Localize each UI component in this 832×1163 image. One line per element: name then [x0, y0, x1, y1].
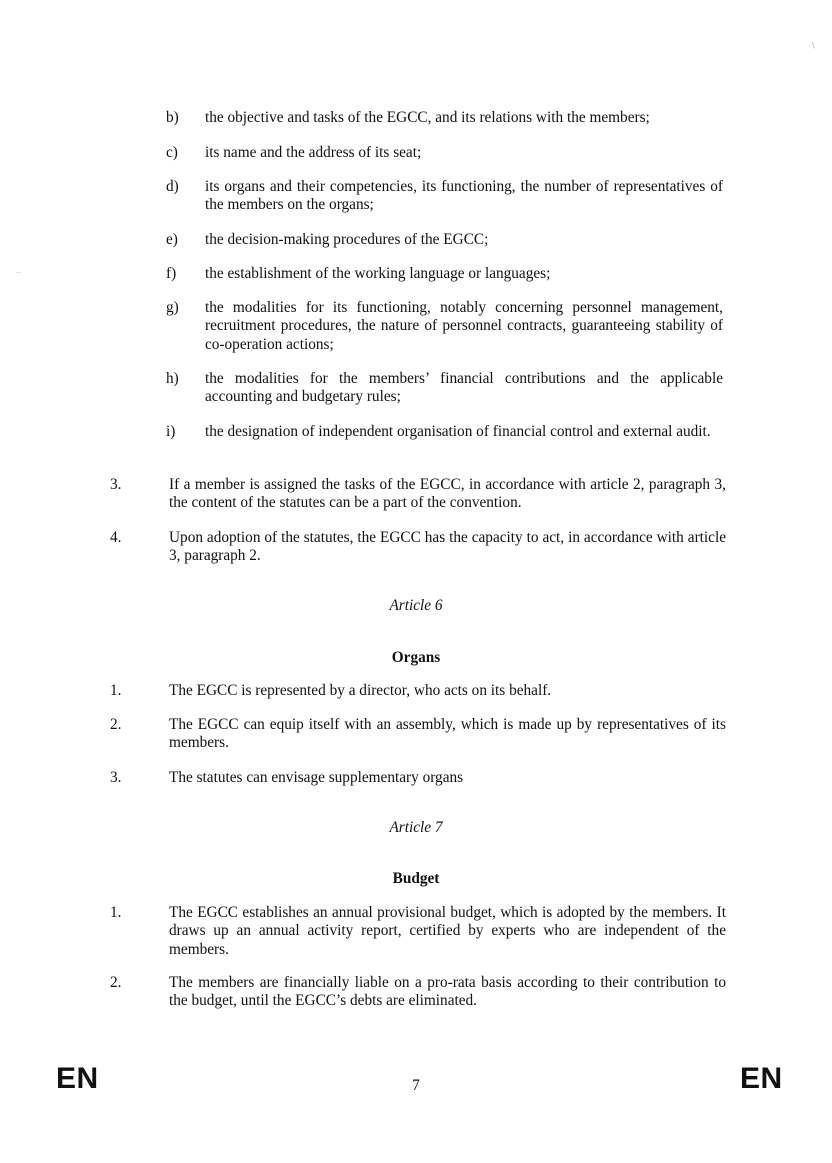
list-item-text: the objective and tasks of the EGCC, and its relations with the members; — [205, 109, 650, 126]
footer-language-left: EN — [56, 1062, 99, 1095]
paragraph-number: 1. — [110, 682, 122, 699]
list-item-text: the designation of independent organisation of financial control and external audit. — [205, 423, 711, 440]
article-6-heading: Organs — [391, 649, 441, 666]
list-item-text: the decision-making procedures of the EGCC; — [205, 231, 489, 248]
paragraph-number: 2. — [110, 716, 122, 733]
footer-language-right: EN — [740, 1062, 783, 1095]
paragraph-text: Upon adoption of the statutes, the EGCC has the capacity to act, in accordance with article 3, paragraph 2. — [169, 529, 726, 565]
list-item-text: its organs and their competencies, its functioning, the number of representatives of the members on the organs; — [205, 178, 723, 214]
list-item-label: f) — [166, 265, 177, 282]
article-7-label: Article 7 — [389, 819, 443, 836]
scan-artifact-mark: ··· — [16, 270, 22, 277]
paragraph-number: 3. — [110, 476, 122, 493]
page-number: 7 — [412, 1077, 420, 1094]
paragraph-text: The members are financially liable on a pro-rata basis according to their contribution to the budget, until the EGCC’s debts are eliminated. — [169, 974, 726, 1010]
paragraph-text: The EGCC establishes an annual provisional budget, which is adopted by the members. It draws up an annual activity report, certified by experts who are independent of the members. — [169, 904, 726, 958]
paragraph-number: 2. — [110, 974, 122, 991]
list-item-text: its name and the address of its seat; — [205, 144, 422, 161]
paragraph-number: 4. — [110, 529, 122, 546]
list-item-text: the modalities for the members’ financial contributions and the applicable accounting and budgetary rules; — [205, 370, 723, 406]
paragraph-text: If a member is assigned the tasks of the EGCC, in accordance with article 2, paragraph 3, the content of the statutes can be a part of the convention. — [169, 476, 726, 512]
article-6-label: Article 6 — [389, 597, 443, 614]
list-item-text: the establishment of the working language or languages; — [205, 265, 551, 282]
paragraph-text: The EGCC can equip itself with an assembly, which is made up by representatives of its members. — [169, 716, 726, 752]
list-item-label: d) — [166, 178, 179, 195]
paragraph-text: The statutes can envisage supplementary organs — [169, 769, 464, 786]
list-item-label: i) — [166, 423, 176, 440]
list-item-label: g) — [166, 299, 179, 316]
list-item-label: e) — [166, 231, 178, 248]
article-7-heading: Budget — [392, 870, 440, 887]
list-item-label: h) — [166, 370, 179, 387]
list-item-label: c) — [166, 144, 178, 161]
paragraph-text: The EGCC is represented by a director, who acts on its behalf. — [169, 682, 552, 699]
list-item-label: b) — [166, 109, 179, 126]
paragraph-number: 1. — [110, 904, 122, 921]
scan-artifact-tick: \ — [812, 41, 815, 50]
list-item-text: the modalities for its functioning, notably concerning personnel management, recruitment procedures, the nature of personnel contracts, guaranteeing stability of co-operation actions; — [205, 299, 723, 353]
paragraph-number: 3. — [110, 769, 122, 786]
